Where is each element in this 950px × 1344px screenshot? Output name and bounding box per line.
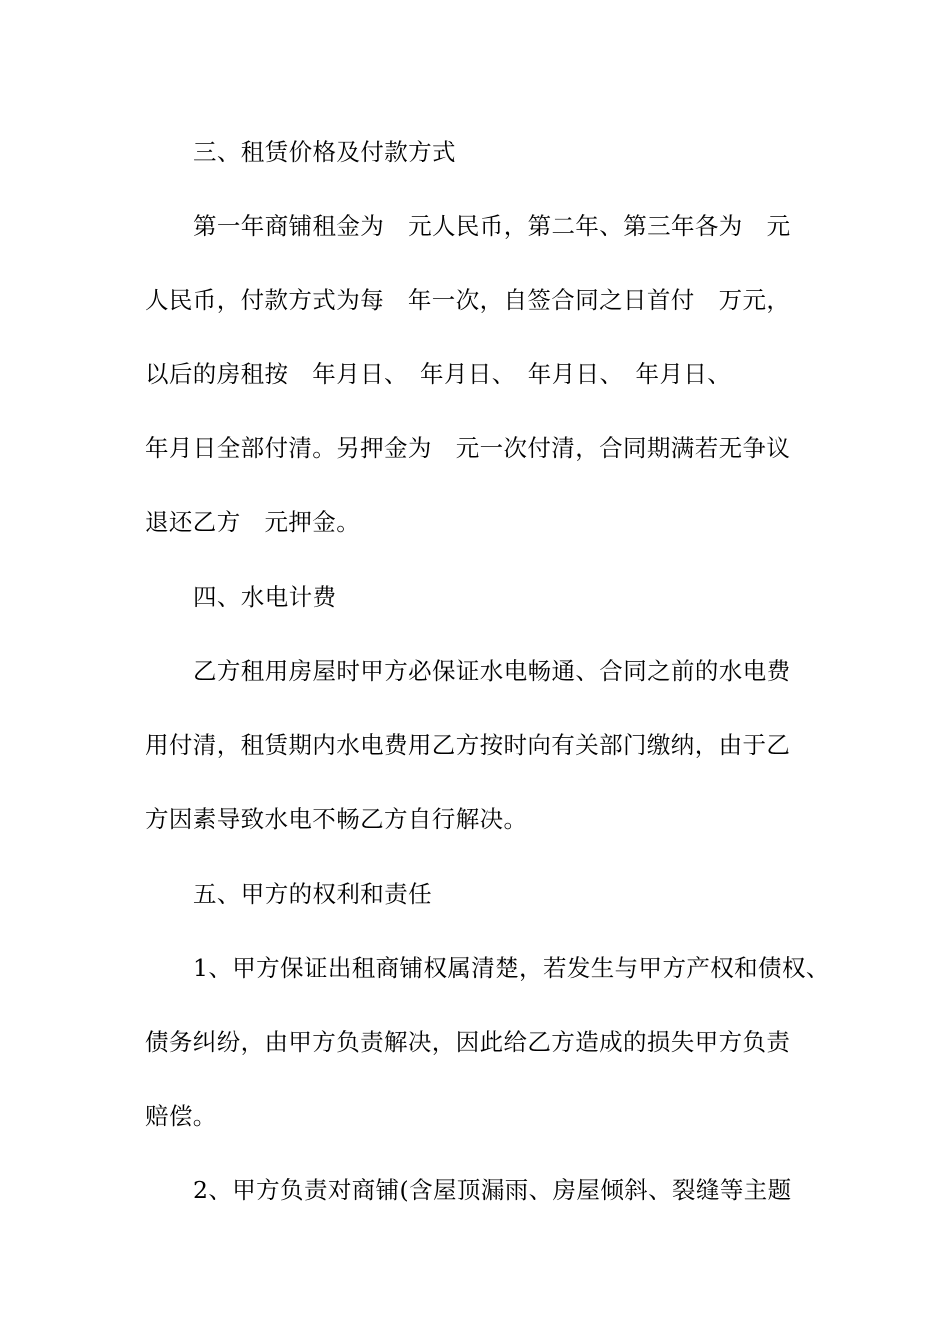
- paragraph-line: 人民币，付款方式为每 年一次，自签合同之日首付 万元，: [145, 286, 791, 314]
- paragraph-line: 方因素导致水电不畅乙方自行解决。: [145, 805, 528, 833]
- paragraph-line: 2、甲方负责对商铺(含屋顶漏雨、房屋倾斜、裂缝等主题: [193, 1176, 792, 1204]
- paragraph-line: 债务纠纷，由甲方负责解决，因此给乙方造成的损失甲方负责: [145, 1028, 791, 1056]
- paragraph-line: 年月日全部付清。另押金为 元一次付清，合同期满若无争议: [145, 434, 791, 462]
- section-heading-rent-price: 三、租赁价格及付款方式: [193, 138, 456, 166]
- paragraph-line: 第一年商铺租金为 元人民币，第二年、第三年各为 元: [193, 212, 791, 240]
- paragraph-line: 1、甲方保证出租商铺权属清楚，若发生与甲方产权和债权、: [193, 954, 830, 982]
- paragraph-line: 以后的房租按 年月日、 年月日、 年月日、 年月日、: [145, 360, 732, 388]
- section-heading-utilities: 四、水电计费: [193, 583, 337, 611]
- paragraph-line: 退还乙方 元押金。: [145, 508, 361, 536]
- paragraph-line: 赔偿。: [145, 1102, 217, 1130]
- paragraph-line: 乙方租用房屋时甲方必保证水电畅通、合同之前的水电费: [193, 657, 791, 685]
- section-heading-party-a-rights: 五、甲方的权利和责任: [193, 880, 432, 908]
- paragraph-line: 用付清，租赁期内水电费用乙方按时向有关部门缴纳，由于乙: [145, 731, 791, 759]
